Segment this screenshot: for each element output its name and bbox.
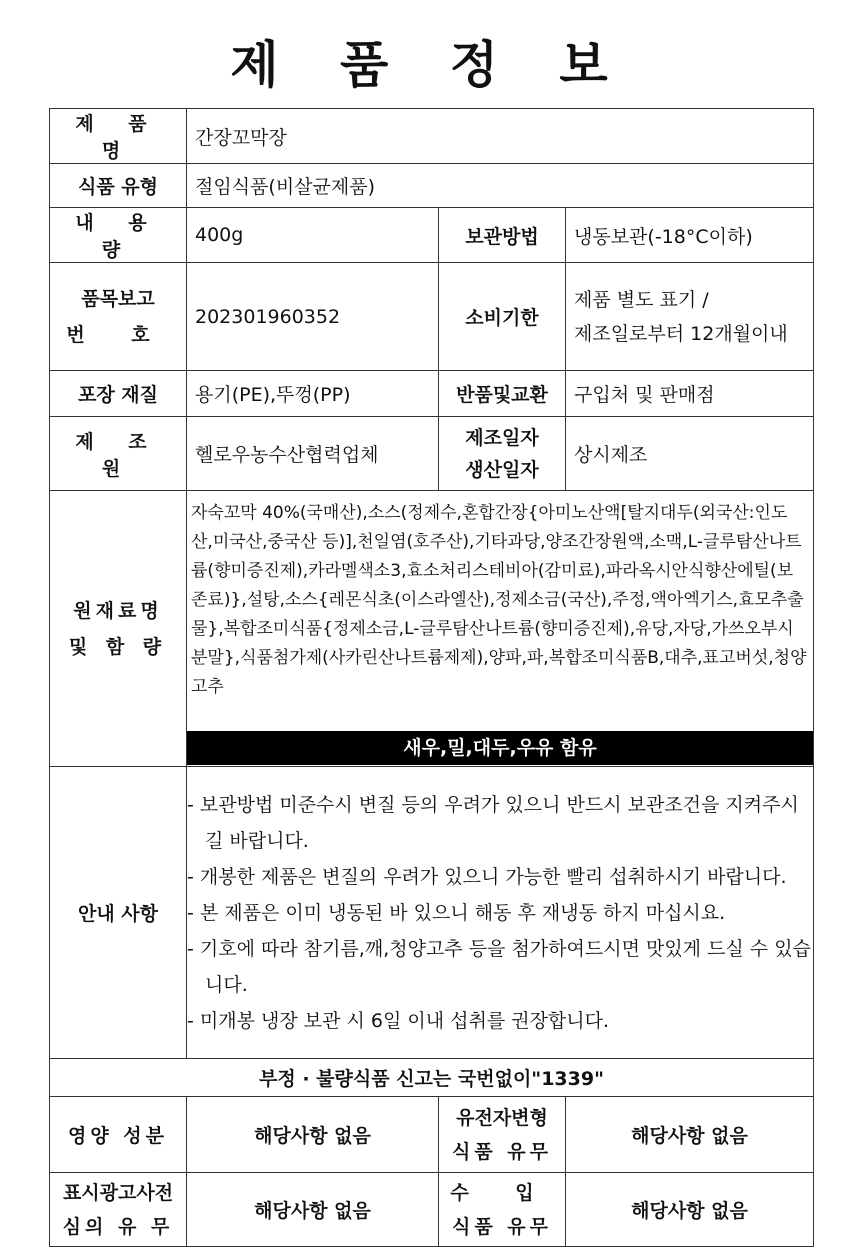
label-mfg-date — [439, 417, 566, 491]
value-report-no: 202301960352 — [187, 263, 439, 371]
value-product-name: 간장꼬막장 — [187, 109, 814, 164]
value-gmo: 해당사항 없음 — [566, 1097, 814, 1173]
label-notice: 안내 사항 — [50, 767, 187, 1059]
label-mfg-date-line1: 제조일자 — [465, 426, 539, 449]
label-manufacturer: 제 조 원 — [50, 417, 187, 491]
label-ingredients-line2: 및 함 량 — [68, 635, 168, 658]
notice-item: - 개봉한 제품은 변질의 우려가 있으니 가능한 빨리 섭취하시기 바랍니다. — [187, 865, 787, 888]
row-packaging — [50, 371, 814, 417]
value-storage: 냉동보관(-18°C이하) — [566, 208, 814, 263]
label-import-line2: 식품 유무 — [451, 1215, 553, 1238]
notice-cell — [187, 767, 814, 1059]
notice-item: - 본 제품은 이미 냉동된 바 있으니 해동 후 재냉동 하지 마십시요. — [187, 901, 726, 924]
label-gmo-line1: 유전자변형 — [456, 1106, 548, 1129]
label-import-line1: 수 입 — [450, 1181, 554, 1204]
label-gmo — [439, 1097, 566, 1173]
product-info-table — [49, 108, 814, 1247]
value-import: 해당사항 없음 — [566, 1173, 814, 1247]
page-title: 제 품 정 보 — [230, 36, 630, 94]
value-content: 400g — [187, 208, 439, 263]
value-manufacturer: 헬로우농수산협력업체 — [187, 417, 439, 491]
row-food-type — [50, 164, 814, 208]
row-report-line — [50, 1059, 814, 1097]
label-storage: 보관방법 — [439, 208, 566, 263]
value-expiry — [566, 263, 814, 371]
row-notice — [50, 767, 814, 1059]
label-food-type: 식품 유형 — [50, 164, 187, 208]
label-content: 내 용 량 — [50, 208, 187, 263]
value-return: 구입처 및 판매점 — [566, 371, 814, 417]
row-nutrition — [50, 1097, 814, 1173]
row-ad-review — [50, 1173, 814, 1247]
ingredients-cell — [187, 491, 814, 767]
label-report-no-line1: 품목보고 — [81, 287, 155, 310]
row-manufacturer — [50, 417, 814, 491]
value-mfg-date: 상시제조 — [566, 417, 814, 491]
label-gmo-line2: 식품 유무 — [451, 1140, 553, 1163]
label-product-name: 제 품 명 — [50, 109, 187, 164]
allergy-banner: 새우,밀,대두,우유 함유 — [187, 731, 813, 765]
notice-item: - 기호에 따라 참기름,깨,청양고추 등을 첨가하여드시면 맛있게 드실 수 있습니다. — [187, 937, 811, 996]
row-report-no — [50, 263, 814, 371]
label-ingredients-line1: 원재료명 — [73, 599, 163, 622]
row-content — [50, 208, 814, 263]
row-product-name — [50, 109, 814, 164]
label-report-no — [50, 263, 187, 371]
value-expiry-line1: 제품 별도 표기 / — [574, 288, 709, 311]
label-expiry: 소비기한 — [439, 263, 566, 371]
report-hotline: 부정 · 불량식품 신고는 국번없이"1339" — [50, 1059, 814, 1097]
value-food-type: 절임식품(비살균제품) — [187, 164, 814, 208]
label-return: 반품및교환 — [439, 371, 566, 417]
label-import — [439, 1173, 566, 1247]
label-nutrition: 영양 성분 — [50, 1097, 187, 1173]
label-ad-review — [50, 1173, 187, 1247]
notice-item: - 미개봉 냉장 보관 시 6일 이내 섭취를 권장합니다. — [187, 1009, 610, 1032]
label-ingredients — [50, 491, 187, 767]
value-packaging: 용기(PE),뚜껑(PP) — [187, 371, 439, 417]
ingredients-text: 자숙꼬막 40%(국매산),소스(정제수,혼합간장{아미노산액[탈지대두(외국산:인도산,미국산,중국산 등)],천일염(호주산),기타과당,양조간장원액,소맥,L-글루탐산나트륨(향미증진제),카라멜색소3,효소처리스테비아(감미료),파라옥시안식향산에틸(보존료)},설탕,소스{레몬식초(이스라엘산),정제소금(국산),주정,액아엑기스,효모추출물},복합조미식품{정제소금,L-글루탐산나트륨(향미증진제),유당,자당,가쓰오부시분말},식품첨가제(사카린산나트륨제제),양파,파,복합조미식품B,대추,표고버섯,청양고추 — [191, 503, 807, 697]
label-ad-review-line1: 표시광고사전 — [62, 1181, 174, 1204]
row-ingredients — [50, 491, 814, 767]
label-packaging: 포장 재질 — [50, 371, 187, 417]
value-ad-review: 해당사항 없음 — [187, 1173, 439, 1247]
label-ad-review-line2: 심의 유 무 — [62, 1215, 174, 1238]
value-expiry-line2: 제조일로부터 12개월이내 — [574, 322, 788, 345]
label-mfg-date-line2: 생산일자 — [465, 458, 539, 481]
value-nutrition: 해당사항 없음 — [187, 1097, 439, 1173]
label-report-no-line2: 번 호 — [66, 323, 170, 346]
notice-item: - 보관방법 미준수시 변질 등의 우려가 있으니 반드시 보관조건을 지켜주시길 바랍니다. — [187, 793, 799, 852]
